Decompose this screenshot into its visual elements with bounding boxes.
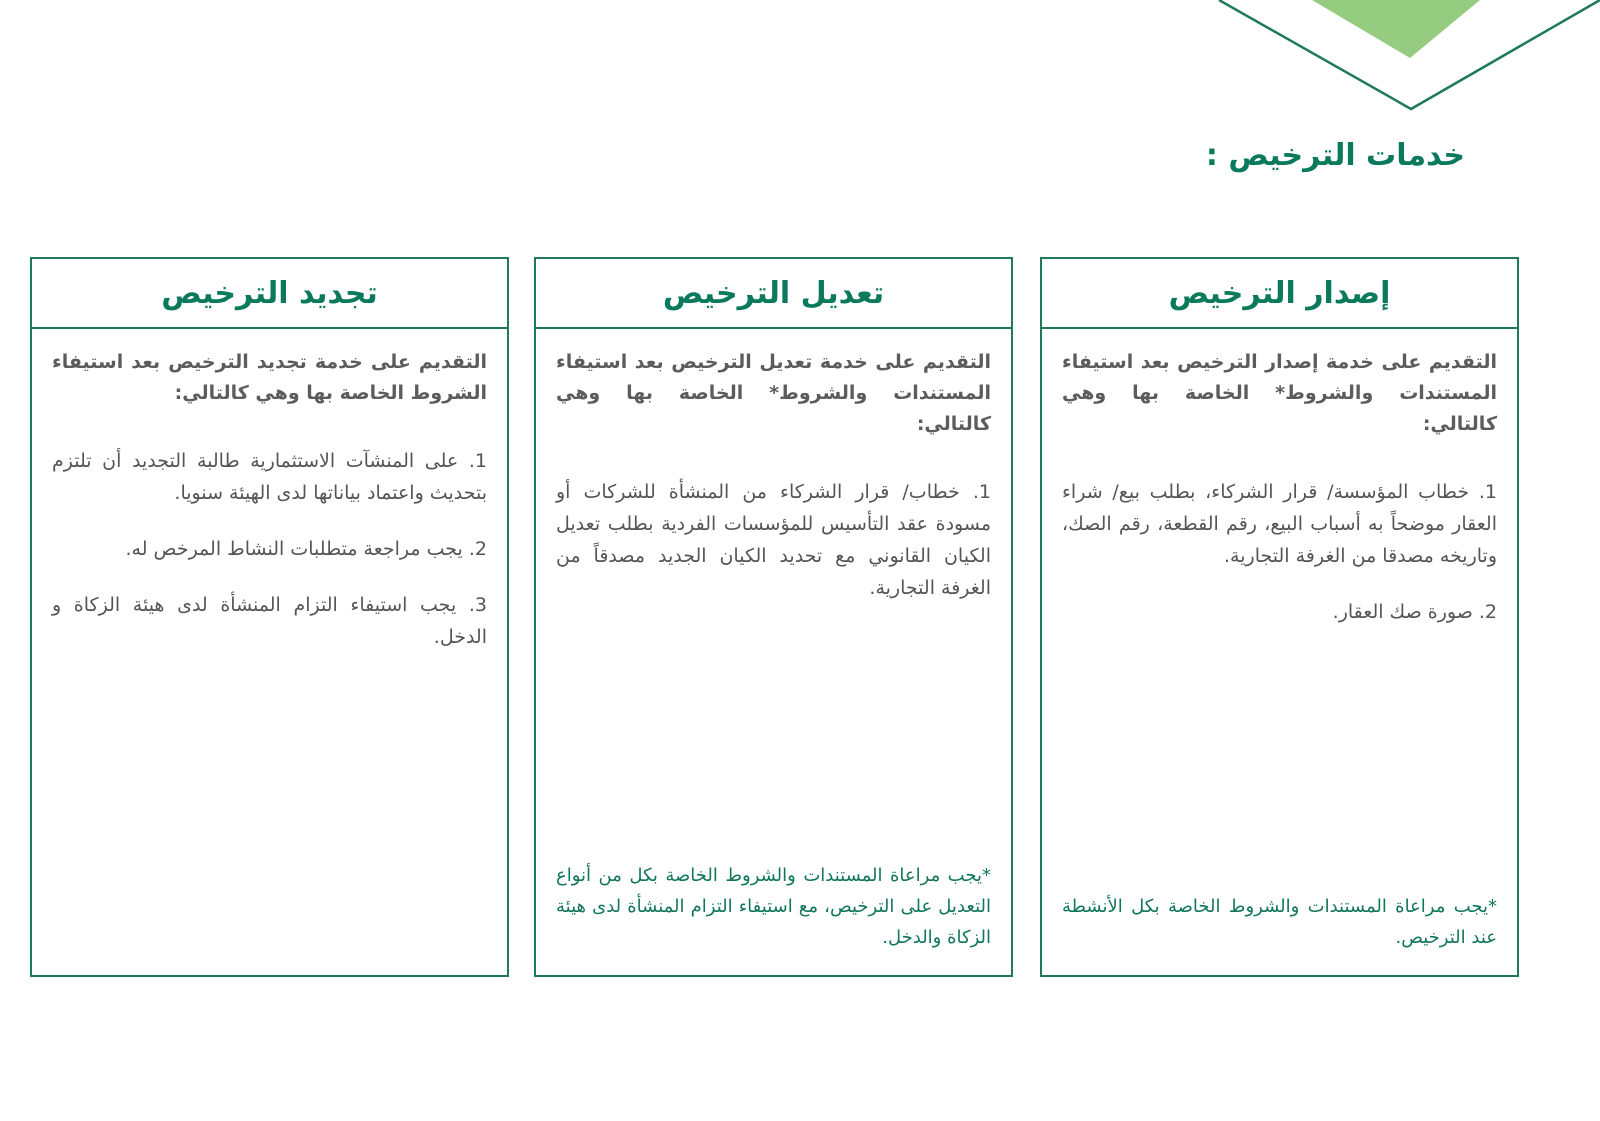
chevron-fill bbox=[1312, 0, 1480, 58]
card-title: تعديل الترخيص bbox=[536, 259, 1011, 329]
card-title: تجديد الترخيص bbox=[32, 259, 507, 329]
list-item: 2. يجب مراجعة متطلبات النشاط المرخص له. bbox=[125, 538, 487, 560]
card-title: إصدار الترخيص bbox=[1042, 259, 1517, 329]
card-issue-license bbox=[1040, 257, 1519, 977]
card-body bbox=[32, 329, 507, 977]
list-item: 1. على المنشآت الاستثمارية طالبة التجديد أن تلتزم بتحديث واعتماد بياناتها لدى الهيئة سنويا. bbox=[52, 450, 487, 504]
page-title: خدمات الترخيص : bbox=[1205, 138, 1465, 173]
card-intro: التقديم على خدمة إصدار الترخيص بعد استيفاء المستندات والشروط* الخاصة بها وهي كالتالي: bbox=[1062, 351, 1497, 435]
list-item: 1. خطاب/ قرار الشركاء من المنشأة للشركات أو مسودة عقد التأسيس للمؤسسات الفردية بطلب تعديل الكيان القانوني مع تحديد الكيان الجديد مصدقاً من الغرفة التجارية. bbox=[556, 481, 991, 599]
list-item: 1. خطاب المؤسسة/ قرار الشركاء، بطلب بيع/ شراء العقار موضحاً به أسباب البيع، رقم القطعة، رقم الصك، وتاريخه مصدقا من الغرفة التجارية. bbox=[1062, 481, 1497, 567]
card-body bbox=[536, 329, 1011, 977]
card-note: *يجب مراعاة المستندات والشروط الخاصة بكل الأنشطة عند الترخيص. bbox=[1062, 896, 1497, 948]
requirements-list bbox=[1062, 476, 1497, 628]
card-body bbox=[1042, 329, 1517, 977]
card-modify-license bbox=[534, 257, 1013, 977]
requirements-list bbox=[52, 445, 487, 653]
chevron-decoration bbox=[0, 0, 1600, 120]
card-intro: التقديم على خدمة تجديد الترخيص بعد استيفاء الشروط الخاصة بها وهي كالتالي: bbox=[52, 351, 487, 404]
card-intro: التقديم على خدمة تعديل الترخيص بعد استيفاء المستندات والشروط* الخاصة بها وهي كالتالي: bbox=[556, 351, 991, 435]
card-renew-license bbox=[30, 257, 509, 977]
card-note: *يجب مراعاة المستندات والشروط الخاصة بكل من أنواع التعديل على الترخيص، مع استيفاء التزام المنشأة لدى هيئة الزكاة والدخل. bbox=[556, 865, 991, 948]
requirements-list bbox=[556, 476, 991, 604]
list-item: 3. يجب استيفاء التزام المنشأة لدى هيئة الزكاة و الدخل. bbox=[52, 594, 487, 648]
list-item: 2. صورة صك العقار. bbox=[1332, 601, 1497, 623]
